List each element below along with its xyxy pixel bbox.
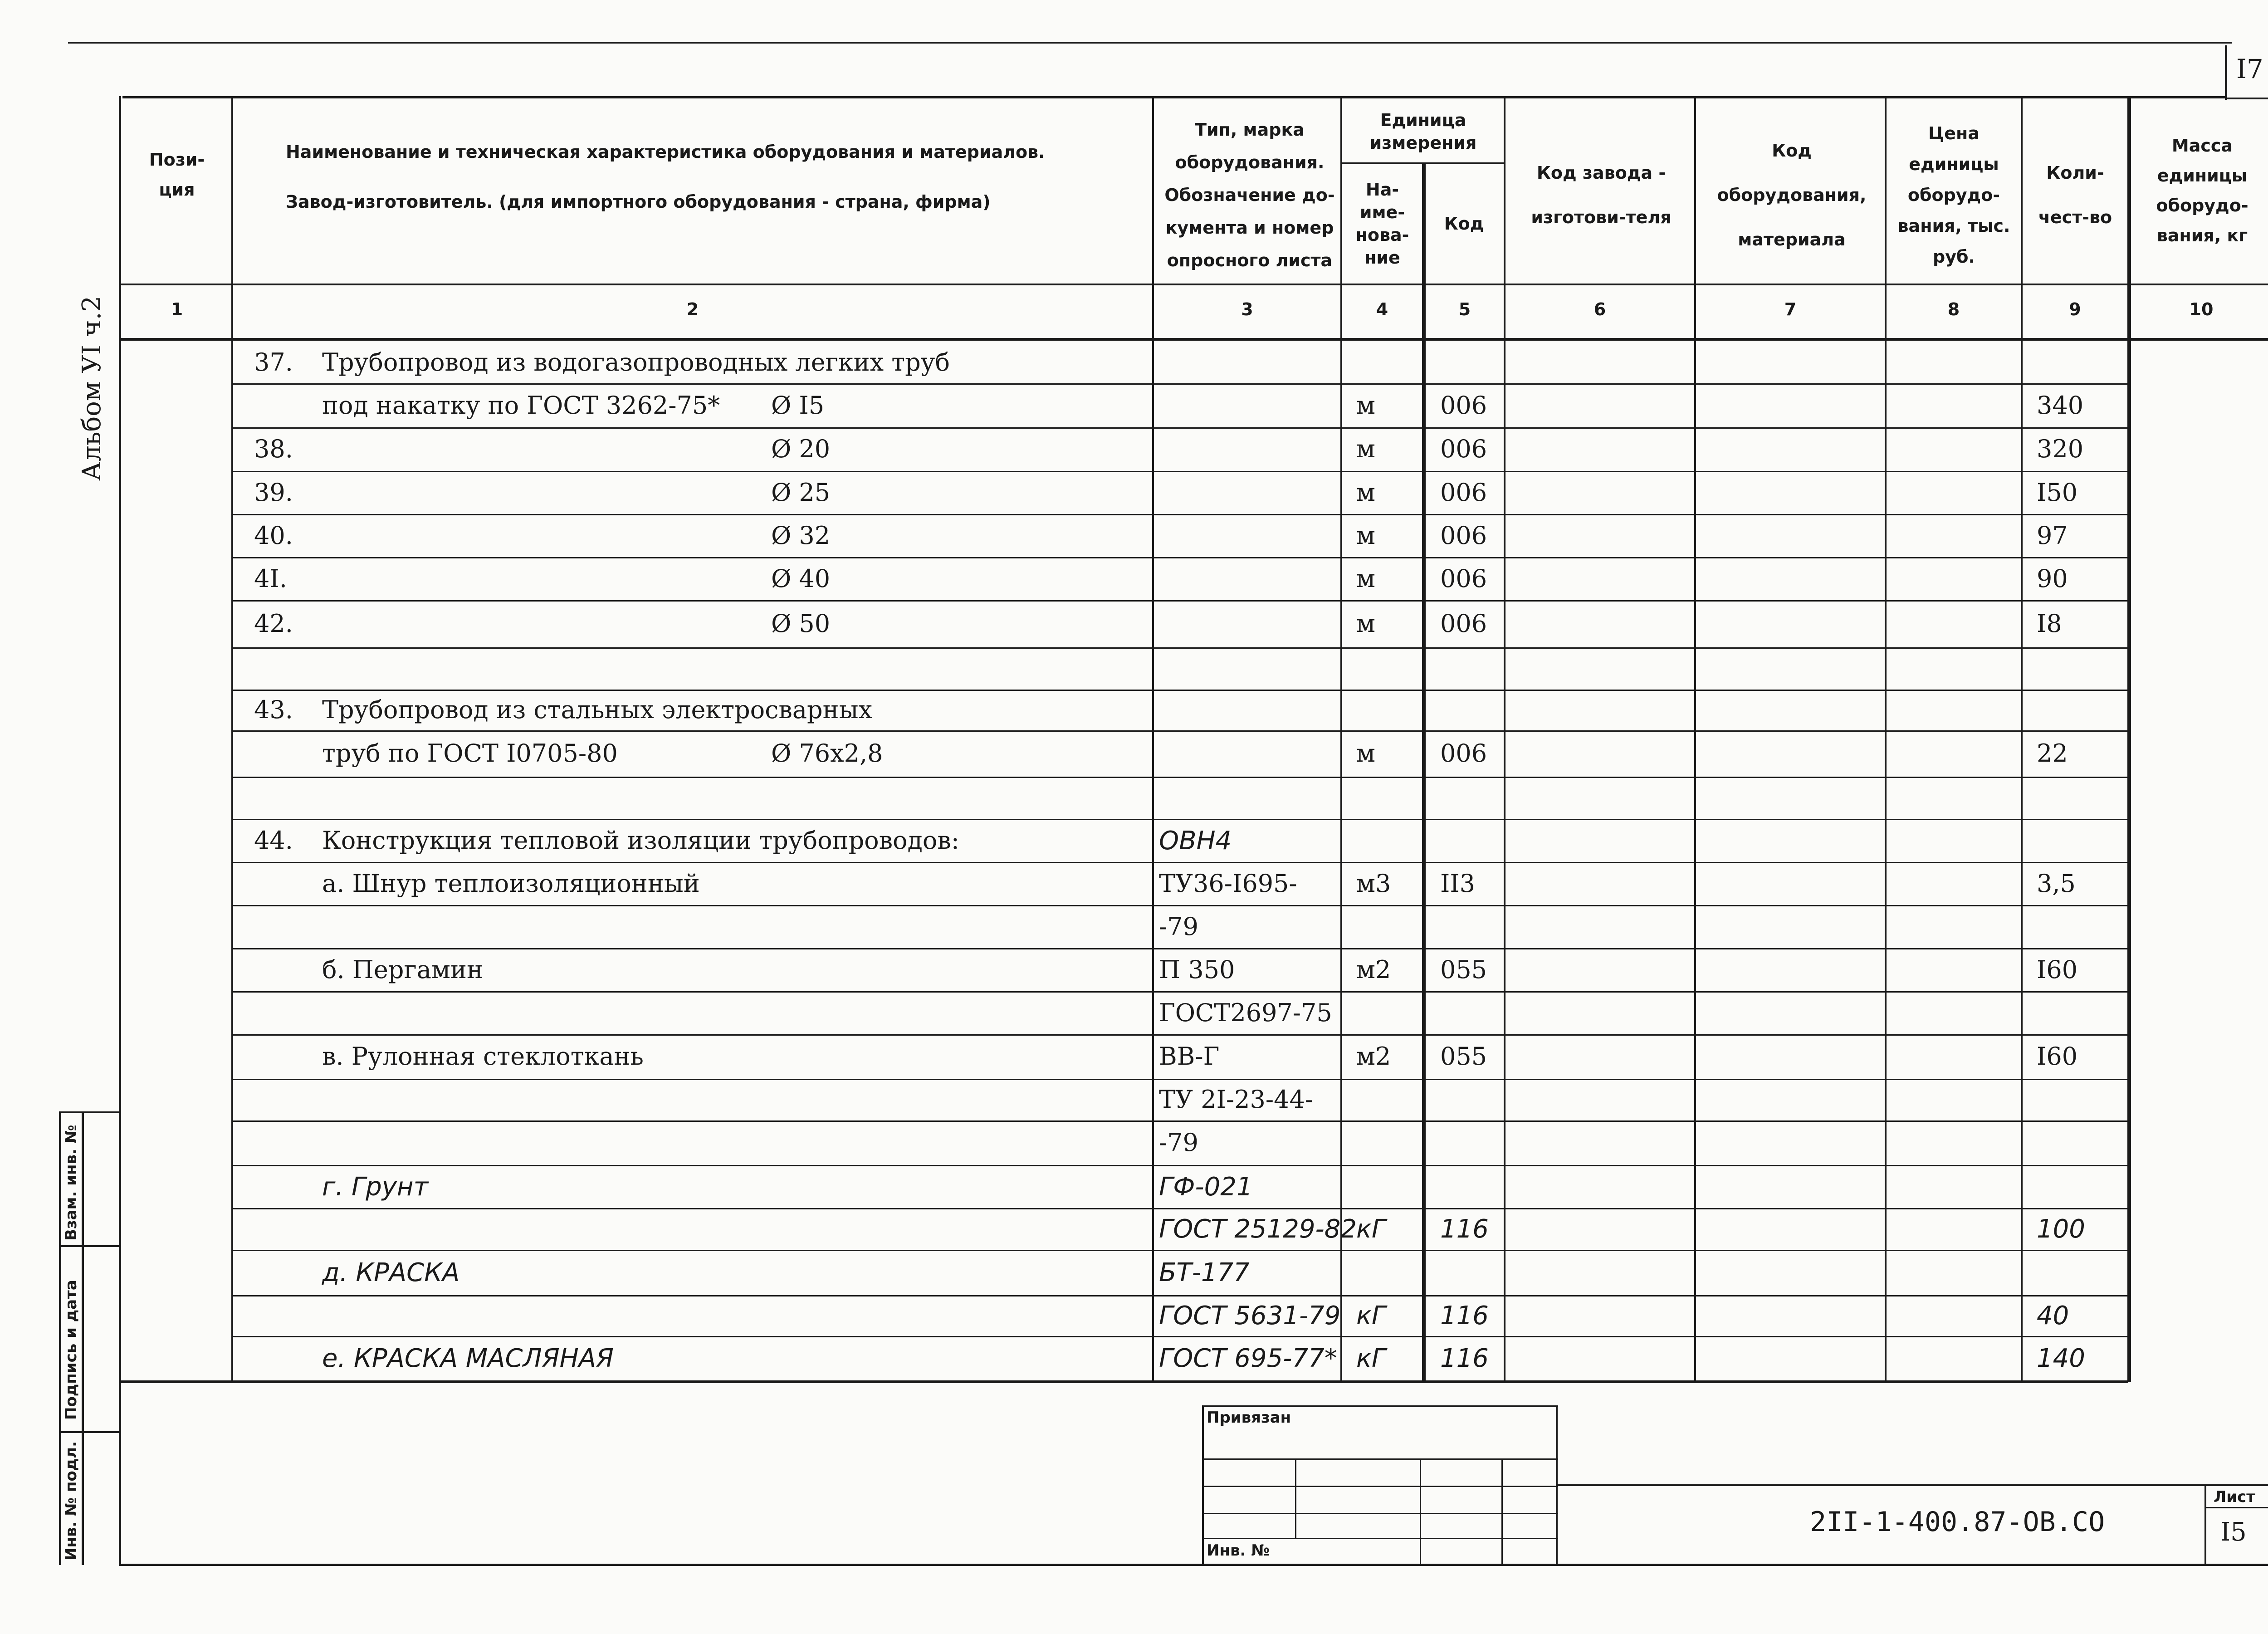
row-type-mark: -79: [1159, 1128, 1198, 1157]
row-divider: [233, 514, 2128, 515]
row-unit-code: 006: [1440, 521, 1487, 550]
row-name: под накатку по ГОСТ 3262-75*: [322, 391, 720, 420]
row-unit: м: [1356, 609, 1376, 638]
row-unit-code: 006: [1440, 739, 1487, 768]
row-dimension: Ø 40: [771, 564, 831, 593]
row-name: в. Рулонная стеклоткань: [322, 1042, 644, 1071]
row-name: г. Грунт: [322, 1172, 429, 1202]
row-divider: [233, 862, 2128, 863]
row-dimension: Ø 20: [771, 435, 831, 463]
row-divider: [233, 1250, 2128, 1251]
sheet-box-left: [2204, 1484, 2206, 1565]
row-quantity: 140: [2037, 1344, 2085, 1373]
col-line-9: [2127, 96, 2131, 1382]
table-frame-bottom: [119, 1564, 2268, 1566]
table-frame-left: [119, 96, 121, 1566]
row-unit: м: [1356, 564, 1376, 593]
row-divider: [233, 427, 2128, 429]
row-divider: [233, 1295, 2128, 1296]
table-frame-top: [122, 96, 2227, 98]
header-unit-group: Единица измерения: [1369, 110, 1477, 153]
col-line-7: [1885, 96, 1887, 1382]
row-unit-code: 006: [1440, 391, 1487, 420]
row-name: Конструкция тепловой изоляции трубопроводов:: [322, 826, 959, 855]
row-divider: [233, 948, 2128, 949]
row-unit-code: 006: [1440, 609, 1487, 638]
album-label: Альбом УI ч.2: [77, 295, 107, 481]
colnum-5: 5: [1458, 299, 1471, 319]
header-mass: Масса единицы оборудо-вания, кг: [2156, 136, 2248, 245]
stamp-box-top: [1202, 1405, 1558, 1407]
row-divider: [233, 1120, 2128, 1122]
header-price: Цена единицы оборудо-вания, тыс. руб.: [1897, 123, 2010, 267]
row-unit: м2: [1356, 955, 1391, 984]
row-position: 4I.: [254, 564, 287, 593]
row-type-mark: ГОСТ 5631-79: [1159, 1301, 1341, 1331]
row-unit-code: 006: [1440, 478, 1487, 507]
row-unit: кГ: [1356, 1344, 1386, 1373]
header-type: Тип, марка оборудования. Обозначение до-кумента и номер опросного листа: [1164, 120, 1335, 270]
side-block-div2: [59, 1431, 120, 1433]
row-unit: м: [1356, 521, 1376, 550]
row-divider: [233, 1336, 2128, 1337]
side-block-top: [59, 1111, 120, 1113]
row-divider: [233, 777, 2128, 778]
colnum-7: 7: [1784, 299, 1797, 319]
row-type-mark: ОВН4: [1159, 826, 1232, 856]
header-name-line2: Завод-изготовитель. (для импортного оборудования - страна, фирма): [286, 192, 991, 212]
row-dimension: Ø 50: [771, 609, 831, 638]
sheet-box-div: [2204, 1507, 2268, 1508]
header-quantity: Коли-чест-во: [2038, 163, 2112, 227]
header-equipment-code: Код оборудования, материала: [1717, 141, 1867, 250]
side-label-replace-inv: Взам. инв. №: [62, 1125, 80, 1241]
sheet-label: Лист: [2214, 1488, 2255, 1506]
colnum-1: 1: [171, 299, 183, 319]
row-unit-code: 116: [1440, 1214, 1489, 1244]
header-bottom: [119, 284, 2268, 285]
col-line-2: [1152, 96, 1154, 1382]
row-type-mark: ГОСТ2697-75: [1159, 998, 1332, 1027]
row-position: 38.: [254, 435, 293, 463]
colnum-10: 10: [2189, 299, 2214, 319]
row-quantity: 340: [2037, 391, 2084, 420]
row-divider: [233, 1079, 2128, 1080]
row-unit: м: [1356, 435, 1376, 463]
row-unit: кГ: [1356, 1214, 1386, 1244]
doc-code: 2II-1-400.87-ОВ.СО: [1810, 1506, 2105, 1538]
row-unit: м2: [1356, 1042, 1391, 1071]
row-unit-code: 006: [1440, 435, 1487, 463]
col-line-8: [2021, 96, 2023, 1382]
row-unit: м: [1356, 739, 1376, 768]
stamp-h2: [1202, 1486, 1558, 1487]
side-block-left: [59, 1111, 61, 1565]
row-type-mark: ГФ-021: [1159, 1172, 1253, 1202]
stamp-v2: [1420, 1458, 1421, 1565]
side-label-orig-inv: Инв. № подл.: [62, 1441, 80, 1561]
page-number-box-bottom: [2225, 98, 2268, 99]
row-divider: [233, 819, 2128, 820]
row-dimension: Ø 32: [771, 521, 831, 550]
row-type-mark: ТУ36-I695-: [1159, 869, 1297, 898]
unit-group-divider: [1340, 162, 1505, 164]
row-type-mark: -79: [1159, 912, 1198, 941]
header-position: Пози-ция: [149, 150, 205, 200]
row-position: 37.: [254, 347, 293, 377]
row-unit-code: 116: [1440, 1301, 1489, 1331]
stamp-h3: [1202, 1513, 1558, 1514]
row-name: д. КРАСКА: [322, 1258, 460, 1287]
row-unit: м3: [1356, 869, 1391, 898]
row-divider: [233, 730, 2128, 732]
sheet-number: I5: [2220, 1517, 2247, 1547]
row-unit: кГ: [1356, 1301, 1386, 1331]
colnum-2: 2: [686, 299, 699, 319]
row-name: а. Шнур теплоизоляционный: [322, 869, 700, 898]
row-unit-code: 055: [1440, 955, 1487, 984]
col-line-1: [231, 96, 233, 1382]
row-divider: [233, 1034, 2128, 1036]
side-block-right: [82, 1111, 84, 1565]
row-unit-code: 055: [1440, 1042, 1487, 1071]
row-quantity: 90: [2037, 564, 2068, 593]
header-unit-name: На-име-нова-ние: [1355, 179, 1409, 268]
row-position: 42.: [254, 609, 293, 638]
row-quantity: 320: [2037, 435, 2084, 463]
col-line-4: [1422, 163, 1426, 1382]
side-label-signature-date: Подпись и дата: [62, 1280, 80, 1420]
row-dimension: Ø I5: [771, 391, 825, 420]
row-quantity: 97: [2037, 521, 2068, 550]
row-divider: [233, 1165, 2128, 1166]
col-line-5: [1504, 96, 1505, 1382]
stamp-h1: [1202, 1458, 1558, 1460]
table-body-bottom: [119, 1380, 2128, 1383]
row-quantity: 100: [2037, 1214, 2085, 1244]
row-divider: [233, 471, 2128, 472]
row-divider: [233, 557, 2128, 558]
row-quantity: I60: [2037, 1042, 2078, 1071]
row-unit-code: 116: [1440, 1344, 1489, 1373]
top-rule: [68, 42, 2232, 44]
row-name: труб по ГОСТ I0705-80: [322, 739, 618, 768]
row-unit-code: II3: [1440, 869, 1476, 898]
colnum-bottom: [119, 338, 2268, 341]
stamp-bound-label: Привязан: [1207, 1409, 1291, 1427]
row-name: б. Пергамин: [322, 955, 483, 984]
col-line-6: [1694, 96, 1696, 1382]
row-name: Трубопровод из стальных электросварных: [322, 695, 873, 724]
row-quantity: 22: [2037, 739, 2068, 768]
row-dimension: Ø 76х2,8: [771, 739, 883, 768]
colnum-6: 6: [1593, 299, 1606, 319]
row-position: 44.: [254, 826, 293, 855]
row-divider: [233, 647, 2128, 649]
row-type-mark: ГОСТ 25129-82: [1159, 1214, 1357, 1244]
header-factory-code: Код завода - изготови-теля: [1531, 163, 1672, 227]
colnum-3: 3: [1241, 299, 1253, 319]
row-position: 39.: [254, 478, 293, 507]
row-divider: [233, 991, 2128, 993]
row-type-mark: ВВ-Г: [1159, 1042, 1220, 1071]
colnum-4: 4: [1376, 299, 1388, 319]
stamp-h4: [1202, 1538, 1558, 1539]
colnum-8: 8: [1947, 299, 1960, 319]
row-unit-code: 006: [1440, 564, 1487, 593]
row-divider: [233, 905, 2128, 906]
row-divider: [233, 690, 2128, 691]
header-name-line1: Наименование и техническая характеристика оборудования и материалов.: [286, 142, 1045, 162]
side-block-div1: [59, 1245, 120, 1247]
col-line-3: [1340, 96, 1342, 1382]
page-number: I7: [2236, 54, 2263, 84]
stamp-v3: [1501, 1458, 1503, 1565]
row-divider: [233, 383, 2128, 385]
stamp-v1: [1295, 1458, 1296, 1538]
row-position: 40.: [254, 521, 293, 550]
colnum-9: 9: [2069, 299, 2081, 319]
row-unit: м: [1356, 391, 1376, 420]
row-quantity: I50: [2037, 478, 2078, 507]
row-quantity: 40: [2037, 1301, 2069, 1331]
page-number-box-left: [2225, 45, 2227, 100]
row-quantity: 3,5: [2037, 869, 2076, 898]
stamp-inv-label: Инв. №: [1207, 1541, 1270, 1560]
header-unit-code: Код: [1444, 213, 1484, 234]
row-name: Трубопровод из водогазопроводных легких труб: [322, 347, 950, 377]
row-position: 43.: [254, 695, 293, 724]
row-unit: м: [1356, 478, 1376, 507]
row-divider: [233, 1208, 2128, 1209]
row-type-mark: БТ-177: [1159, 1258, 1250, 1287]
row-name: е. КРАСКА МАСЛЯНАЯ: [322, 1344, 614, 1373]
row-dimension: Ø 25: [771, 478, 831, 507]
row-type-mark: ТУ 2I-23-44-: [1159, 1085, 1314, 1114]
row-type-mark: ГОСТ 695-77*: [1159, 1344, 1337, 1373]
titleblock-top: [1556, 1484, 2268, 1486]
row-type-mark: П 350: [1159, 955, 1235, 984]
row-divider: [233, 600, 2128, 602]
row-quantity: I60: [2037, 955, 2078, 984]
row-quantity: I8: [2037, 609, 2062, 638]
